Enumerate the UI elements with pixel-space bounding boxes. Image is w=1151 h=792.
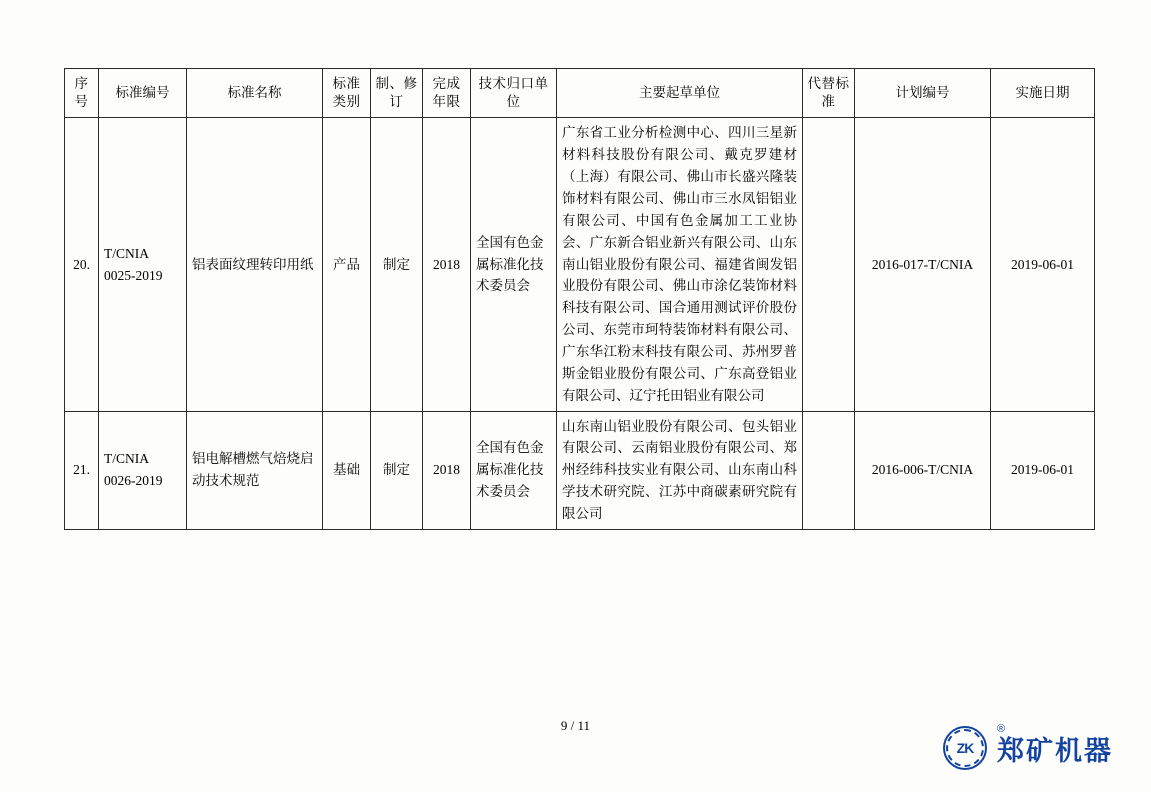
header-category: 标准类别 (323, 69, 371, 118)
standards-table (64, 68, 1095, 530)
cell-technical-org: 全国有色金属标准化技术委员会 (471, 411, 557, 529)
cell-plan-code: 2016-017-T/CNIA (855, 118, 991, 411)
cell-replaced-standard (803, 118, 855, 411)
header-implementation-date: 实施日期 (991, 69, 1095, 118)
logo-brand-text: 郑矿机器 (997, 735, 1113, 766)
cell-standard-name: 铝电解槽燃气焙烧启动技术规范 (187, 411, 323, 529)
registered-mark: ® (997, 722, 1006, 735)
cell-index: 21. (65, 411, 99, 529)
gear-logo-icon (943, 726, 987, 770)
header-standard-code: 标准编号 (99, 69, 187, 118)
header-plan-code: 计划编号 (855, 69, 991, 118)
cell-revision-type: 制定 (371, 411, 423, 529)
cell-revision-type: 制定 (371, 118, 423, 411)
company-logo (943, 722, 1113, 770)
cell-index: 20. (65, 118, 99, 411)
table-row (65, 411, 1095, 529)
cell-completion-year: 2018 (423, 118, 471, 411)
cell-category: 产品 (323, 118, 371, 411)
cell-standard-name: 铝表面纹理转印用纸 (187, 118, 323, 411)
header-revision-type: 制、修订 (371, 69, 423, 118)
cell-drafting-units: 山东南山铝业股份有限公司、包头铝业有限公司、云南铝业股份有限公司、郑州经纬科技实业有限公司、山东南山科学技术研究院、江苏中商碳素研究院有限公司 (557, 411, 803, 529)
cell-technical-org: 全国有色金属标准化技术委员会 (471, 118, 557, 411)
cell-implementation-date: 2019-06-01 (991, 411, 1095, 529)
cell-category: 基础 (323, 411, 371, 529)
cell-standard-code: T/CNIA 0025-2019 (99, 118, 187, 411)
header-standard-name: 标准名称 (187, 69, 323, 118)
header-completion-year: 完成年限 (423, 69, 471, 118)
header-drafting-units: 主要起草单位 (557, 69, 803, 118)
table-row (65, 118, 1095, 411)
cell-plan-code: 2016-006-T/CNIA (855, 411, 991, 529)
header-index: 序号 (65, 69, 99, 118)
table-header-row (65, 69, 1095, 118)
cell-completion-year: 2018 (423, 411, 471, 529)
logo-mark-text: ZK (956, 740, 974, 756)
cell-implementation-date: 2019-06-01 (991, 118, 1095, 411)
cell-drafting-units: 广东省工业分析检测中心、四川三星新材料科技股份有限公司、戴克罗建材（上海）有限公司、佛山市长盛兴隆装饰材料有限公司、佛山市三水凤铝铝业有限公司、中国有色金属加工工业协会、广东新合铝业新兴有限公司、山东南山铝业股份有限公司、福建省闽发铝业股份有限公司、佛山市涂亿装饰材料科技有限公司、国合通用测试评价股份公司、东莞市珂特装饰材料有限公司、广东华江粉末科技有限公司、苏州罗普斯金铝业股份有限公司、广东高登铝业有限公司、辽宁托田铝业有限公司 (557, 118, 803, 411)
cell-standard-code: T/CNIA 0026-2019 (99, 411, 187, 529)
cell-replaced-standard (803, 411, 855, 529)
header-replaced-standard: 代替标准 (803, 69, 855, 118)
header-technical-org: 技术归口单位 (471, 69, 557, 118)
page-number: 9 / 11 (560, 718, 591, 733)
